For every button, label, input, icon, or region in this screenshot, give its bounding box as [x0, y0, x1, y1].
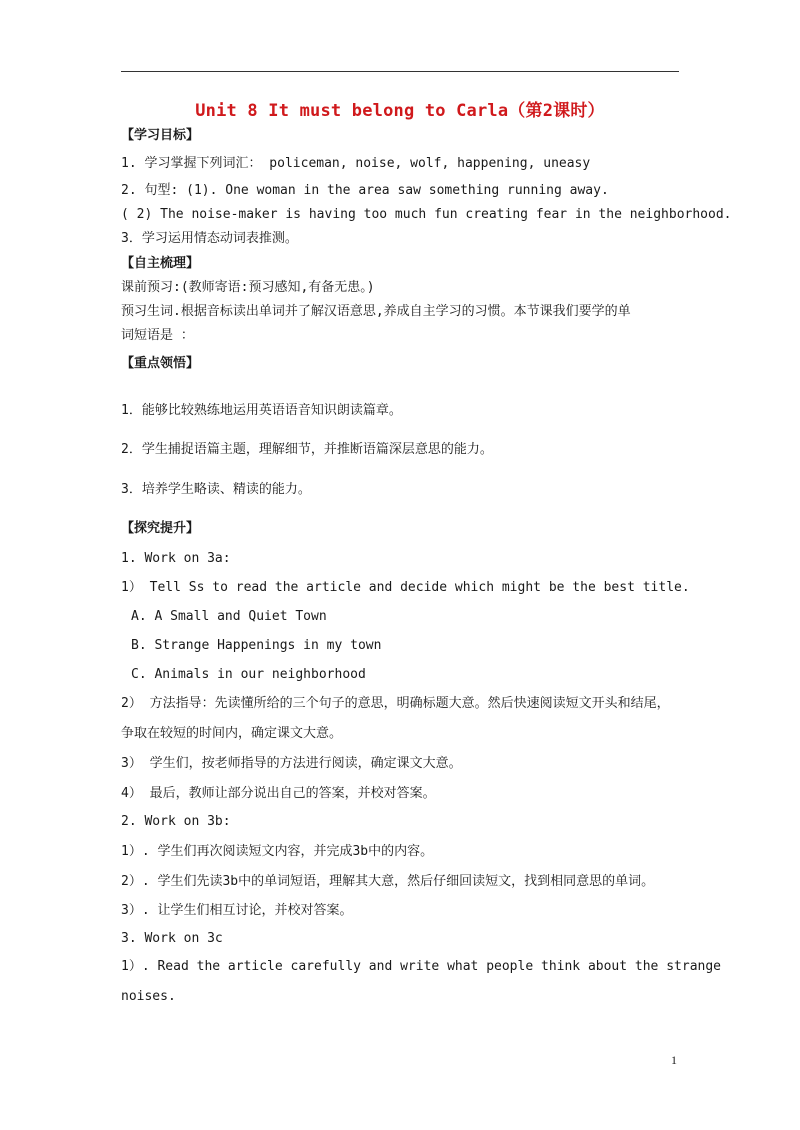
objective-line-2b: ( 2) The noise-maker is having too much fun creating fear in the neighborhood. [121, 207, 732, 222]
preview-instruction: 预习生词.根据音标读出单词并了解汉语意思,养成自主学习的习惯。本节课我们要学的单 [121, 304, 631, 319]
task-3a-step-2-cont: 争取在较短的时间内，确定课文大意。 [121, 726, 343, 741]
section-heading-explore: 【探究提升】 [121, 521, 200, 536]
key-point-1: 1．能够比较熟练地运用英语语音知识朗读篇章。 [121, 403, 402, 418]
task-3b-step-2: 2）. 学生们先读3b中的单词短语，理解其大意，然后仔细回读短文，找到相同意思的单词。 [121, 874, 655, 889]
objective-line-3: 3．学习运用情态动词表推测。 [121, 231, 298, 246]
option-b: B. Strange Happenings in my town [131, 638, 382, 653]
objective-line-2: 2. 句型: (1). One woman in the area saw something running away. [121, 183, 609, 198]
section-heading-self-study: 【自主梳理】 [121, 256, 200, 271]
task-3a-step-3: 3） 学生们，按老师指导的方法进行阅读，确定课文大意。 [121, 756, 462, 771]
section-heading-objectives: 【学习目标】 [121, 128, 200, 143]
task-3c-heading: 3. Work on 3c [121, 931, 223, 946]
header-rule [121, 71, 679, 72]
task-3a-step-2: 2） 方法指导：先读懂所给的三个句子的意思，明确标题大意。然后快速阅读短文开头和结尾， [121, 696, 670, 711]
task-3b-step-1: 1）. 学生们再次阅读短文内容，并完成3b中的内容。 [121, 844, 434, 859]
key-point-3: 3．培养学生略读、精读的能力。 [121, 482, 311, 497]
preview-instruction-cont: 词短语是 ： [121, 328, 194, 343]
task-3c-step-1: 1）. Read the article carefully and write what people think about the strange [121, 959, 721, 974]
option-c: C. Animals in our neighborhood [131, 667, 366, 682]
task-3a-heading: 1. Work on 3a: [121, 551, 231, 566]
task-3a-step-4: 4） 最后，教师让部分说出自己的答案，并校对答案。 [121, 786, 436, 801]
option-a: A. A Small and Quiet Town [131, 609, 327, 624]
section-heading-key-points: 【重点领悟】 [121, 356, 200, 371]
task-3b-step-3: 3）. 让学生们相互讨论，并校对答案。 [121, 903, 353, 918]
objective-line-1: 1. 学习掌握下列词汇： policeman, noise, wolf, happening, uneasy [121, 156, 591, 171]
task-3c-step-1-cont: noises. [121, 989, 176, 1004]
task-3a-step-1: 1） Tell Ss to read the article and decide which might be the best title. [121, 580, 690, 595]
page-number: 1 [671, 1053, 677, 1067]
preview-note: 课前预习:(教师寄语:预习感知,有备无患。) [121, 280, 375, 295]
task-3b-heading: 2. Work on 3b: [121, 814, 231, 829]
key-point-2: 2．学生捕捉语篇主题，理解细节，并推断语篇深层意思的能力。 [121, 442, 493, 457]
document-title: Unit 8 It must belong to Carla（第2课时） [195, 101, 605, 121]
